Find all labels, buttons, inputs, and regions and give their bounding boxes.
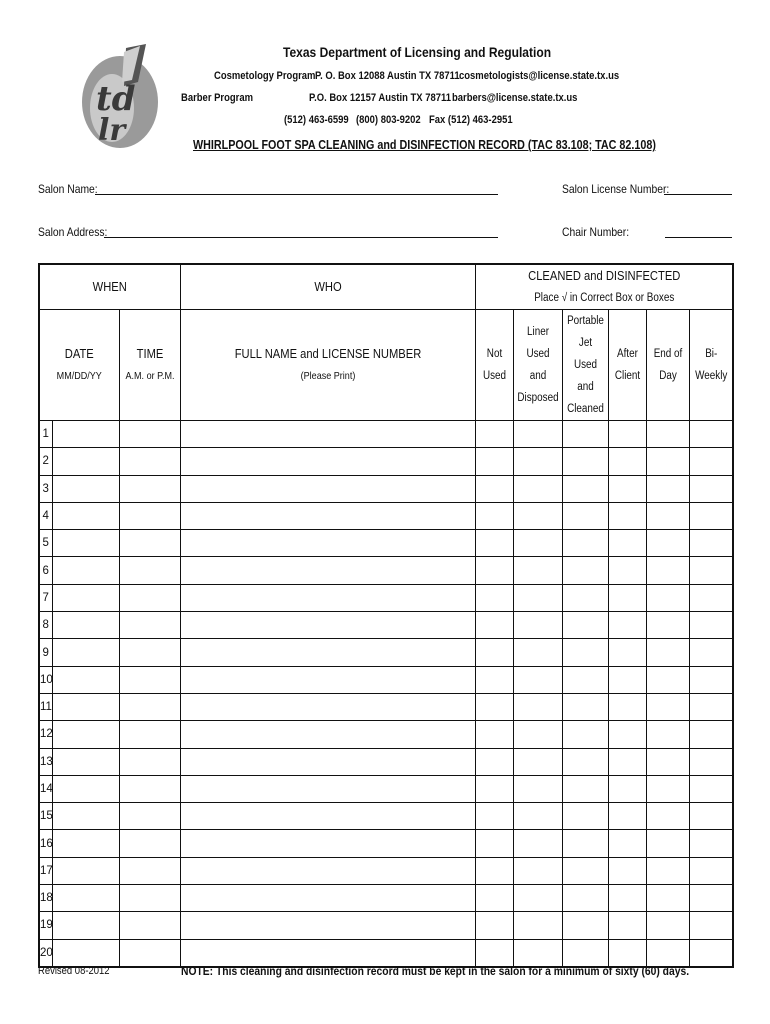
bi-weekly-cell[interactable] <box>689 693 733 720</box>
portable-jet-cell[interactable] <box>562 421 608 448</box>
not-used-cell[interactable] <box>475 748 513 775</box>
liner-header: Liner Used and Disposed <box>513 310 562 421</box>
bi-weekly-cell[interactable] <box>689 721 733 748</box>
bi-weekly-cell[interactable] <box>689 885 733 912</box>
time-cell[interactable] <box>119 448 180 475</box>
liner-cell[interactable] <box>513 748 562 775</box>
after-client-header: After Client <box>608 310 646 421</box>
name-cell[interactable] <box>180 693 475 720</box>
portable-jet-cell[interactable] <box>562 502 608 529</box>
name-cell[interactable] <box>180 775 475 802</box>
date-cell[interactable] <box>52 421 119 448</box>
svg-text:td: td <box>96 79 136 119</box>
after-client-cell[interactable] <box>608 803 646 830</box>
barber-email: barbers@license.state.tx.us <box>452 92 578 104</box>
not-used-cell[interactable] <box>475 939 513 967</box>
date-cell[interactable] <box>52 939 119 967</box>
bi-weekly-cell[interactable] <box>689 557 733 584</box>
bi-weekly-cell[interactable] <box>689 475 733 502</box>
bi-weekly-cell[interactable] <box>689 584 733 611</box>
date-cell[interactable] <box>52 502 119 529</box>
fax-number: Fax (512) 463-2951 <box>429 114 513 126</box>
end-of-day-cell[interactable] <box>646 502 689 529</box>
date-cell[interactable] <box>52 748 119 775</box>
table-row <box>39 421 733 448</box>
cleaned-header: CLEANED and DISINFECTED Place √ in Correct Box or Boxes <box>475 264 733 310</box>
after-client-cell[interactable] <box>608 775 646 802</box>
not-used-cell[interactable] <box>475 639 513 666</box>
liner-cell[interactable] <box>513 557 562 584</box>
after-client-cell[interactable] <box>608 830 646 857</box>
table-row <box>39 803 733 830</box>
time-cell[interactable] <box>119 666 180 693</box>
cosmetology-label: Cosmetology Program <box>214 70 316 82</box>
after-client-cell[interactable] <box>608 475 646 502</box>
row-number: 6 <box>39 557 52 584</box>
name-cell[interactable] <box>180 666 475 693</box>
portable-jet-cell[interactable] <box>562 475 608 502</box>
form-title: WHIRLPOOL FOOT SPA CLEANING and DISINFECTION RECORD (TAC 83.108; TAC 82.108) <box>193 138 656 152</box>
salon-license-input-line[interactable] <box>664 194 732 195</box>
after-client-cell[interactable] <box>608 748 646 775</box>
after-client-cell[interactable] <box>608 421 646 448</box>
bi-weekly-cell[interactable] <box>689 639 733 666</box>
date-cell[interactable] <box>52 448 119 475</box>
after-client-cell[interactable] <box>608 530 646 557</box>
time-cell[interactable] <box>119 857 180 884</box>
name-cell[interactable] <box>180 448 475 475</box>
bi-weekly-cell[interactable] <box>689 775 733 802</box>
time-cell[interactable] <box>119 885 180 912</box>
end-of-day-cell[interactable] <box>646 584 689 611</box>
who-header: WHO <box>180 264 475 310</box>
date-cell[interactable] <box>52 475 119 502</box>
bi-weekly-cell[interactable] <box>689 912 733 939</box>
liner-cell[interactable] <box>513 693 562 720</box>
time-cell[interactable] <box>119 612 180 639</box>
after-client-cell[interactable] <box>608 612 646 639</box>
time-cell[interactable] <box>119 475 180 502</box>
agency-name: Texas Department of Licensing and Regulation <box>283 44 552 60</box>
date-cell[interactable] <box>52 857 119 884</box>
end-of-day-cell[interactable] <box>646 666 689 693</box>
portable-jet-cell[interactable] <box>562 557 608 584</box>
row-number: 3 <box>39 475 52 502</box>
time-cell[interactable] <box>119 502 180 529</box>
bi-weekly-cell[interactable] <box>689 857 733 884</box>
name-cell[interactable] <box>180 885 475 912</box>
end-of-day-cell[interactable] <box>646 421 689 448</box>
time-cell[interactable] <box>119 421 180 448</box>
table-row <box>39 530 733 557</box>
time-cell[interactable] <box>119 530 180 557</box>
table-row <box>39 475 733 502</box>
name-cell[interactable] <box>180 557 475 584</box>
portable-jet-header: Portable Jet Used and Cleaned <box>562 310 608 421</box>
name-cell[interactable] <box>180 502 475 529</box>
end-of-day-cell[interactable] <box>646 748 689 775</box>
table-row <box>39 448 733 475</box>
liner-cell[interactable] <box>513 421 562 448</box>
row-number: 9 <box>39 639 52 666</box>
row-number: 7 <box>39 584 52 611</box>
time-cell[interactable] <box>119 584 180 611</box>
date-cell[interactable] <box>52 666 119 693</box>
name-cell[interactable] <box>180 857 475 884</box>
revision-date: Revised 08-2012 <box>38 965 110 977</box>
date-cell[interactable] <box>52 693 119 720</box>
row-number: 4 <box>39 502 52 529</box>
record-rows <box>39 421 733 967</box>
table-row <box>39 721 733 748</box>
time-cell[interactable] <box>119 939 180 967</box>
table-row <box>39 775 733 802</box>
after-client-cell[interactable] <box>608 939 646 967</box>
chair-number-input-line[interactable] <box>665 237 732 238</box>
after-client-cell[interactable] <box>608 448 646 475</box>
table-row <box>39 666 733 693</box>
portable-jet-cell[interactable] <box>562 448 608 475</box>
table-row <box>39 748 733 775</box>
row-number: 19 <box>39 912 52 939</box>
row-number: 17 <box>39 857 52 884</box>
portable-jet-cell[interactable] <box>562 612 608 639</box>
date-cell[interactable] <box>52 530 119 557</box>
liner-cell[interactable] <box>513 857 562 884</box>
table-row <box>39 885 733 912</box>
end-of-day-cell[interactable] <box>646 693 689 720</box>
portable-jet-cell[interactable] <box>562 775 608 802</box>
row-number: 2 <box>39 448 52 475</box>
bi-weekly-cell[interactable] <box>689 748 733 775</box>
portable-jet-cell[interactable] <box>562 530 608 557</box>
end-of-day-cell[interactable] <box>646 885 689 912</box>
date-cell[interactable] <box>52 584 119 611</box>
liner-cell[interactable] <box>513 666 562 693</box>
portable-jet-cell[interactable] <box>562 748 608 775</box>
after-client-cell[interactable] <box>608 721 646 748</box>
liner-cell[interactable] <box>513 830 562 857</box>
date-cell[interactable] <box>52 721 119 748</box>
name-cell[interactable] <box>180 912 475 939</box>
end-of-day-cell[interactable] <box>646 557 689 584</box>
liner-cell[interactable] <box>513 612 562 639</box>
not-used-cell[interactable] <box>475 475 513 502</box>
record-table <box>38 263 734 968</box>
not-used-cell[interactable] <box>475 803 513 830</box>
bi-weekly-cell[interactable] <box>689 803 733 830</box>
row-number: 14 <box>39 775 52 802</box>
phone-local: (512) 463-6599 <box>284 114 349 126</box>
date-cell[interactable] <box>52 557 119 584</box>
name-cell[interactable] <box>180 721 475 748</box>
not-used-header: Not Used <box>475 310 513 421</box>
date-cell[interactable] <box>52 639 119 666</box>
name-cell[interactable] <box>180 584 475 611</box>
bi-weekly-cell[interactable] <box>689 502 733 529</box>
time-cell[interactable] <box>119 693 180 720</box>
not-used-cell[interactable] <box>475 721 513 748</box>
liner-cell[interactable] <box>513 584 562 611</box>
bi-weekly-cell[interactable] <box>689 448 733 475</box>
salon-name-label: Salon Name: <box>38 182 98 196</box>
portable-jet-cell[interactable] <box>562 885 608 912</box>
after-client-cell[interactable] <box>608 666 646 693</box>
full-name-header: FULL NAME and LICENSE NUMBER (Please Print) <box>180 310 475 421</box>
bi-weekly-cell[interactable] <box>689 612 733 639</box>
bi-weekly-cell[interactable] <box>689 666 733 693</box>
portable-jet-cell[interactable] <box>562 639 608 666</box>
barber-address: P.O. Box 12157 Austin TX 78711 <box>309 92 451 104</box>
not-used-cell[interactable] <box>475 502 513 529</box>
row-number: 20 <box>39 939 52 967</box>
portable-jet-cell[interactable] <box>562 693 608 720</box>
time-cell[interactable] <box>119 830 180 857</box>
row-number: 16 <box>39 830 52 857</box>
liner-cell[interactable] <box>513 803 562 830</box>
date-cell[interactable] <box>52 775 119 802</box>
name-cell[interactable] <box>180 639 475 666</box>
after-client-cell[interactable] <box>608 502 646 529</box>
salon-name-input-line[interactable] <box>95 194 498 195</box>
portable-jet-cell[interactable] <box>562 584 608 611</box>
time-cell[interactable] <box>119 748 180 775</box>
time-cell[interactable] <box>119 639 180 666</box>
row-number: 8 <box>39 612 52 639</box>
svg-text:lr: lr <box>98 113 126 148</box>
portable-jet-cell[interactable] <box>562 803 608 830</box>
end-of-day-cell[interactable] <box>646 857 689 884</box>
table-row <box>39 693 733 720</box>
end-of-day-cell[interactable] <box>646 830 689 857</box>
table-row <box>39 912 733 939</box>
time-cell[interactable] <box>119 912 180 939</box>
liner-cell[interactable] <box>513 502 562 529</box>
table-row <box>39 557 733 584</box>
liner-cell[interactable] <box>513 912 562 939</box>
date-cell[interactable] <box>52 830 119 857</box>
after-client-cell[interactable] <box>608 639 646 666</box>
phone-tollfree: (800) 803-9202 <box>356 114 421 126</box>
not-used-cell[interactable] <box>475 530 513 557</box>
liner-cell[interactable] <box>513 530 562 557</box>
retention-note: NOTE: This cleaning and disinfection record must be kept in the salon for a minimum of sixty (60) days. <box>181 964 690 978</box>
not-used-cell[interactable] <box>475 830 513 857</box>
tdlr-logo <box>80 42 160 152</box>
salon-address-input-line[interactable] <box>104 237 498 238</box>
time-cell[interactable] <box>119 721 180 748</box>
name-cell[interactable] <box>180 830 475 857</box>
not-used-cell[interactable] <box>475 557 513 584</box>
when-header: WHEN <box>39 264 180 310</box>
table-row <box>39 502 733 529</box>
table-row <box>39 830 733 857</box>
end-of-day-cell[interactable] <box>646 803 689 830</box>
date-header: DATE MM/DD/YY <box>39 310 119 421</box>
liner-cell[interactable] <box>513 885 562 912</box>
not-used-cell[interactable] <box>475 666 513 693</box>
row-number: 10 <box>39 666 52 693</box>
name-cell[interactable] <box>180 475 475 502</box>
row-number: 13 <box>39 748 52 775</box>
end-of-day-cell[interactable] <box>646 612 689 639</box>
not-used-cell[interactable] <box>475 857 513 884</box>
end-of-day-cell[interactable] <box>646 721 689 748</box>
end-of-day-cell[interactable] <box>646 775 689 802</box>
date-cell[interactable] <box>52 612 119 639</box>
time-cell[interactable] <box>119 557 180 584</box>
table-row <box>39 857 733 884</box>
row-number: 11 <box>39 693 52 720</box>
liner-cell[interactable] <box>513 448 562 475</box>
time-cell[interactable] <box>119 775 180 802</box>
name-cell[interactable] <box>180 612 475 639</box>
name-cell[interactable] <box>180 530 475 557</box>
date-cell[interactable] <box>52 912 119 939</box>
date-cell[interactable] <box>52 803 119 830</box>
name-cell[interactable] <box>180 803 475 830</box>
after-client-cell[interactable] <box>608 912 646 939</box>
salon-license-label: Salon License Number: <box>562 182 670 196</box>
bi-weekly-cell[interactable] <box>689 530 733 557</box>
bi-weekly-cell[interactable] <box>689 830 733 857</box>
not-used-cell[interactable] <box>475 693 513 720</box>
after-client-cell[interactable] <box>608 557 646 584</box>
date-cell[interactable] <box>52 885 119 912</box>
not-used-cell[interactable] <box>475 612 513 639</box>
not-used-cell[interactable] <box>475 448 513 475</box>
after-client-cell[interactable] <box>608 584 646 611</box>
liner-cell[interactable] <box>513 639 562 666</box>
barber-label: Barber Program <box>181 92 254 104</box>
row-number: 12 <box>39 721 52 748</box>
liner-cell[interactable] <box>513 475 562 502</box>
portable-jet-cell[interactable] <box>562 857 608 884</box>
table-row <box>39 584 733 611</box>
not-used-cell[interactable] <box>475 421 513 448</box>
table-row <box>39 639 733 666</box>
row-number: 15 <box>39 803 52 830</box>
chair-number-label: Chair Number: <box>562 225 630 239</box>
after-client-cell[interactable] <box>608 857 646 884</box>
end-of-day-cell[interactable] <box>646 639 689 666</box>
end-of-day-cell[interactable] <box>646 530 689 557</box>
after-client-cell[interactable] <box>608 885 646 912</box>
portable-jet-cell[interactable] <box>562 666 608 693</box>
row-number: 1 <box>39 421 52 448</box>
cosmetology-email: cosmetologists@license.state.tx.us <box>459 70 620 82</box>
row-number: 18 <box>39 885 52 912</box>
cosmetology-address: P. O. Box 12088 Austin TX 78711 <box>315 70 460 82</box>
bi-weekly-cell[interactable] <box>689 939 733 967</box>
liner-cell[interactable] <box>513 939 562 967</box>
time-header: TIME A.M. or P.M. <box>119 310 180 421</box>
bi-weekly-header: Bi- Weekly <box>689 310 733 421</box>
after-client-cell[interactable] <box>608 693 646 720</box>
end-of-day-cell[interactable] <box>646 912 689 939</box>
name-cell[interactable] <box>180 421 475 448</box>
not-used-cell[interactable] <box>475 584 513 611</box>
row-number: 5 <box>39 530 52 557</box>
portable-jet-cell[interactable] <box>562 912 608 939</box>
bi-weekly-cell[interactable] <box>689 421 733 448</box>
portable-jet-cell[interactable] <box>562 830 608 857</box>
name-cell[interactable] <box>180 939 475 967</box>
not-used-cell[interactable] <box>475 912 513 939</box>
end-of-day-cell[interactable] <box>646 939 689 967</box>
end-of-day-cell[interactable] <box>646 448 689 475</box>
liner-cell[interactable] <box>513 721 562 748</box>
end-of-day-cell[interactable] <box>646 475 689 502</box>
not-used-cell[interactable] <box>475 885 513 912</box>
liner-cell[interactable] <box>513 775 562 802</box>
time-cell[interactable] <box>119 803 180 830</box>
not-used-cell[interactable] <box>475 775 513 802</box>
portable-jet-cell[interactable] <box>562 721 608 748</box>
name-cell[interactable] <box>180 748 475 775</box>
portable-jet-cell[interactable] <box>562 939 608 967</box>
salon-address-label: Salon Address: <box>38 225 108 239</box>
table-row <box>39 612 733 639</box>
end-of-day-header: End of Day <box>646 310 689 421</box>
table-row <box>39 939 733 967</box>
